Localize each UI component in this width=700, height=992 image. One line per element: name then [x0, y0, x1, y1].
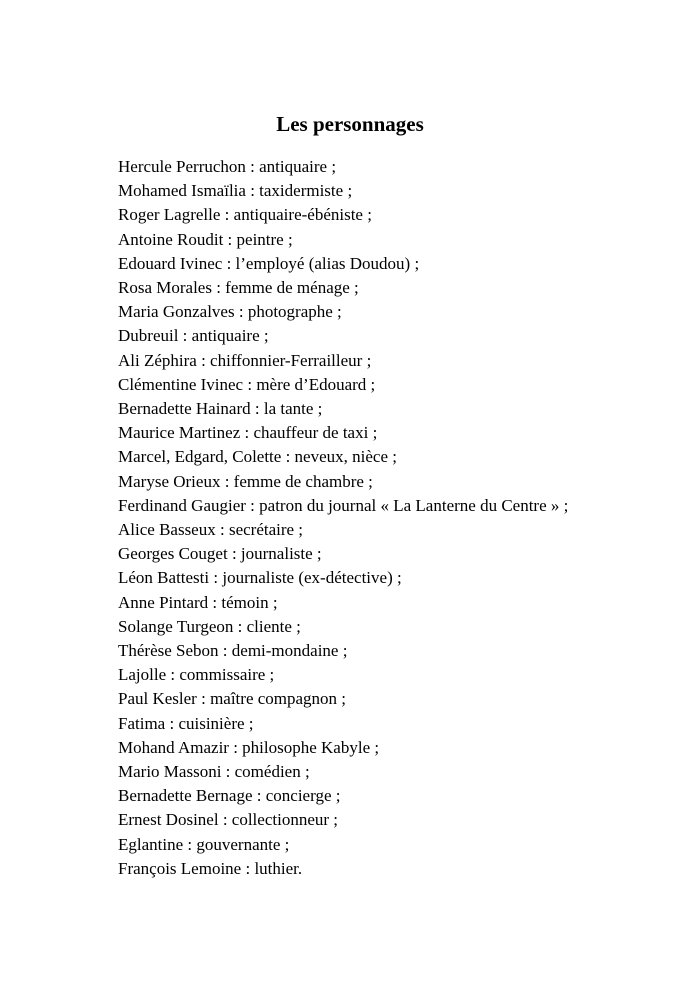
character-entry: Lajolle : commissaire ;	[118, 665, 275, 685]
character-entry: Thérèse Sebon : demi-mondaine ;	[118, 641, 348, 661]
character-list	[118, 155, 568, 881]
character-entry: Fatima : cuisinière ;	[118, 713, 254, 733]
character-entry: Clémentine Ivinec : mère d’Edouard ;	[118, 374, 376, 394]
character-entry: Antoine Roudit : peintre ;	[118, 229, 293, 249]
page-title: Les personnages	[276, 112, 424, 136]
character-entry: Edouard Ivinec : l’employé (alias Doudou) ;	[118, 253, 420, 273]
character-entry: Ferdinand Gaugier : patron du journal « La Lanterne du Centre » ;	[118, 495, 569, 515]
character-entry: Paul Kesler : maître compagnon ;	[118, 689, 347, 709]
character-entry: Ali Zéphira : chiffonnier-Ferrailleur ;	[118, 350, 372, 370]
character-entry: Bernadette Bernage : concierge ;	[118, 786, 341, 806]
character-entry: Marcel, Edgard, Colette : neveux, nièce ;	[118, 447, 397, 467]
character-entry: Mohand Amazir : philosophe Kabyle ;	[118, 737, 380, 757]
character-entry: Roger Lagrelle : antiquaire-ébéniste ;	[118, 205, 372, 225]
character-entry: François Lemoine : luthier.	[118, 858, 303, 878]
character-entry: Maurice Martinez : chauffeur de taxi ;	[118, 423, 378, 443]
character-entry: Georges Couget : journaliste ;	[118, 544, 322, 564]
character-entry: Solange Turgeon : cliente ;	[118, 616, 301, 636]
character-entry: Maryse Orieux : femme de chambre ;	[118, 471, 373, 491]
character-entry: Anne Pintard : témoin ;	[118, 592, 278, 612]
character-entry: Rosa Morales : femme de ménage ;	[118, 278, 359, 298]
character-entry: Ernest Dosinel : collectionneur ;	[118, 810, 338, 830]
character-entry: Eglantine : gouvernante ;	[118, 834, 290, 854]
character-entry: Maria Gonzalves : photographe ;	[118, 302, 342, 322]
character-entry: Dubreuil : antiquaire ;	[118, 326, 269, 346]
character-entry: Mario Massoni : comédien ;	[118, 762, 310, 782]
character-entry: Mohamed Ismaïlia : taxidermiste ;	[118, 181, 353, 201]
character-entry: Alice Basseux : secrétaire ;	[118, 520, 304, 540]
character-entry: Bernadette Hainard : la tante ;	[118, 399, 323, 419]
character-entry: Léon Battesti : journaliste (ex-détective) ;	[118, 568, 402, 588]
character-entry: Hercule Perruchon : antiquaire ;	[118, 157, 337, 176]
